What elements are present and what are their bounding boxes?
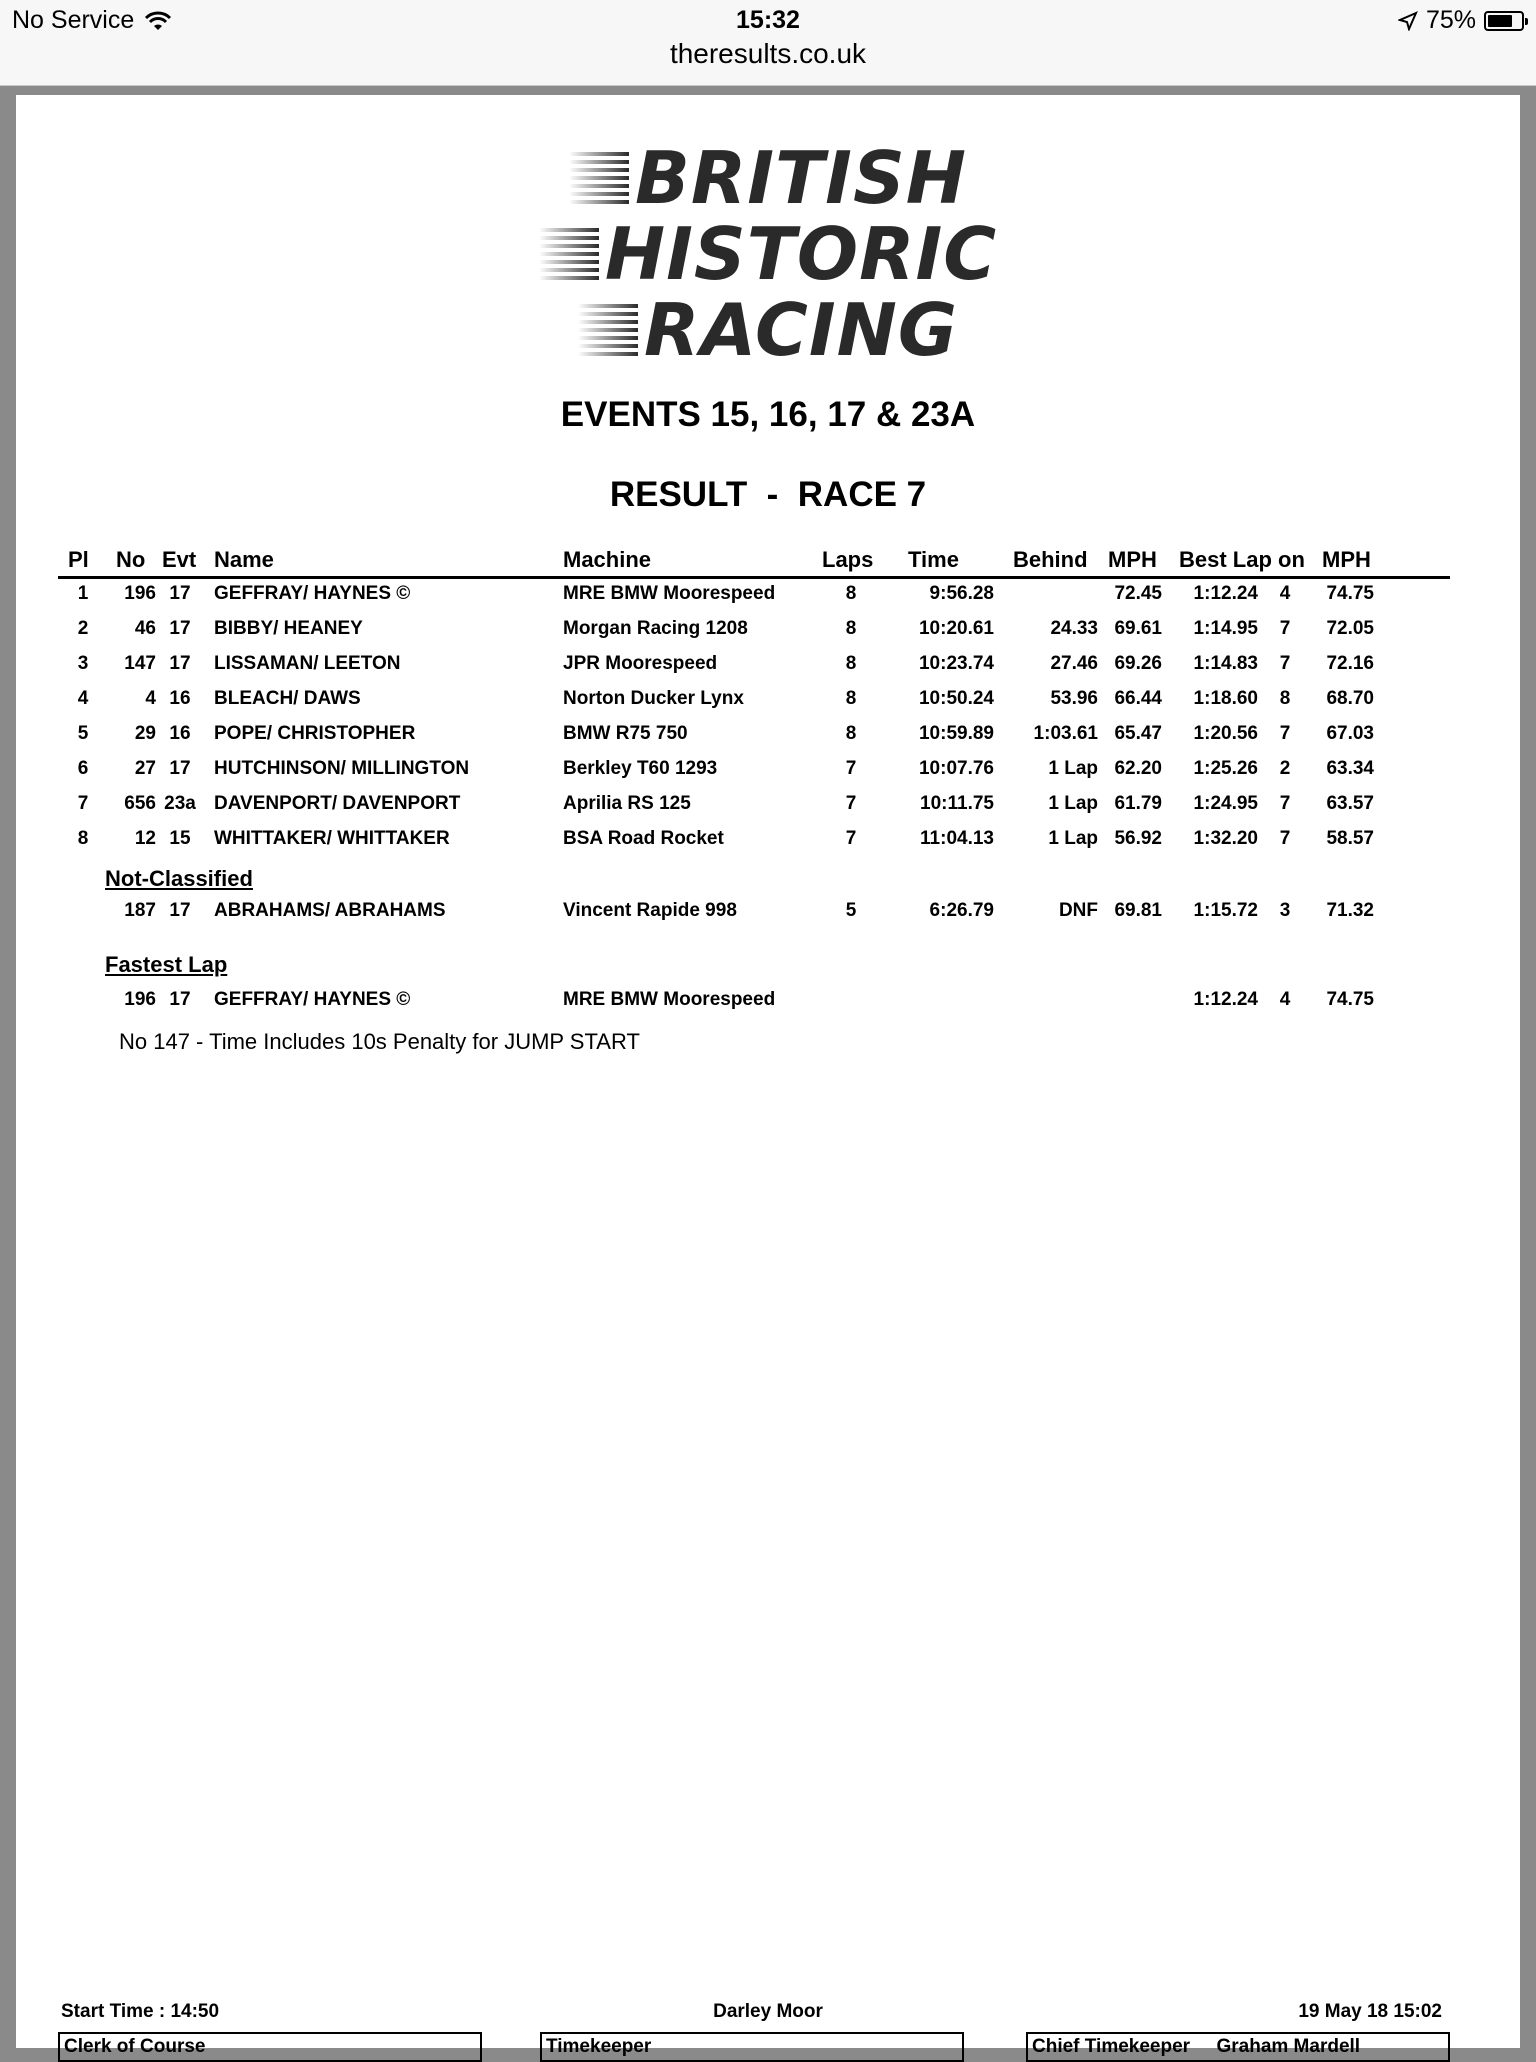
cell-behind: 24.33 xyxy=(1050,618,1098,639)
cell-best-lap: 1:14.95 xyxy=(1193,618,1258,639)
clerk-of-course-box: Clerk of Course xyxy=(58,2032,482,2062)
cell-mph: 56.92 xyxy=(1114,828,1162,849)
cell-mph: 69.26 xyxy=(1114,653,1162,674)
penalty-note: No 147 - Time Includes 10s Penalty for JUMP START xyxy=(119,1029,640,1054)
cell-mph: 72.45 xyxy=(1114,583,1162,604)
cell-no: 4 xyxy=(145,688,156,709)
cell-no: 187 xyxy=(124,900,156,921)
location-arrow-icon xyxy=(1398,11,1418,31)
cell-name: BIBBY/ HEANEY xyxy=(214,618,363,639)
result-title: RESULT - RACE 7 xyxy=(609,475,927,514)
cell-behind: DNF xyxy=(1058,900,1098,921)
cell-machine: BSA Road Rocket xyxy=(563,828,724,849)
cell-laps: 8 xyxy=(845,688,857,709)
cell-machine: JPR Moorespeed xyxy=(563,653,718,674)
cell-evt: 17 xyxy=(169,653,191,674)
cell-best-lap: 1:20.56 xyxy=(1193,723,1258,744)
fastest-lap-heading: Fastest Lap xyxy=(105,952,228,977)
cell-best-mph: 58.57 xyxy=(1326,828,1374,849)
cell-best-mph: 72.16 xyxy=(1326,653,1374,674)
cell-laps: 8 xyxy=(845,583,857,604)
cell-time: 10:23.74 xyxy=(918,653,994,674)
col-laps: Laps xyxy=(822,547,874,572)
cell-mph: 65.47 xyxy=(1114,723,1162,744)
cell-pl: 6 xyxy=(77,758,89,779)
battery-percent: 75% xyxy=(1425,6,1476,34)
cell-best-mph: 74.75 xyxy=(1326,583,1374,604)
cell-name: HUTCHINSON/ MILLINGTON xyxy=(214,758,470,779)
cell-evt: 16 xyxy=(169,723,191,744)
cell-mph: 61.79 xyxy=(1114,793,1162,814)
cell-mph: 66.44 xyxy=(1114,688,1162,709)
cell-on: 7 xyxy=(1279,653,1291,674)
cell-pl: 1 xyxy=(77,583,89,604)
cell-on: 7 xyxy=(1279,793,1291,814)
cell-laps: 7 xyxy=(845,828,857,849)
cell-no: 196 xyxy=(124,583,156,604)
cell-no: 12 xyxy=(134,828,156,849)
carrier-label: No Service xyxy=(12,6,135,34)
cell-name: POPE/ CHRISTOPHER xyxy=(214,723,416,744)
cell-name: LISSAMAN/ LEETON xyxy=(214,653,401,674)
signature-boxes xyxy=(58,2032,1450,2062)
cell-on: 7 xyxy=(1279,828,1291,849)
cell-best-mph: 63.34 xyxy=(1326,758,1374,779)
browser-status-bar xyxy=(0,0,1536,86)
cell-name: DAVENPORT/ DAVENPORT xyxy=(214,793,461,814)
cell-name: BLEACH/ DAWS xyxy=(214,688,361,709)
cell-best-lap: 1:14.83 xyxy=(1193,653,1258,674)
cell-best-mph: 63.57 xyxy=(1326,793,1374,814)
cell-no: 196 xyxy=(124,989,156,1010)
cell-evt: 17 xyxy=(169,989,191,1010)
cell-time: 10:07.76 xyxy=(918,758,994,779)
cell-machine: Aprilia RS 125 xyxy=(563,793,691,814)
cell-no: 656 xyxy=(124,793,156,814)
cell-laps: 7 xyxy=(845,793,857,814)
col-best-lap: Best Lap xyxy=(1179,547,1272,572)
cell-evt: 17 xyxy=(169,900,191,921)
cell-time: 6:26.79 xyxy=(929,900,994,921)
cell-mph: 69.61 xyxy=(1114,618,1162,639)
not-classified-heading: Not-Classified xyxy=(105,866,253,891)
battery-status xyxy=(1398,6,1524,35)
col-name: Name xyxy=(214,547,274,572)
cell-best-mph: 71.32 xyxy=(1326,900,1374,921)
cell-pl: 5 xyxy=(77,723,89,744)
cell-machine: Vincent Rapide 998 xyxy=(563,900,737,921)
cell-pl: 4 xyxy=(77,688,89,709)
cell-no: 46 xyxy=(134,618,156,639)
cell-mph: 69.81 xyxy=(1114,900,1162,921)
timekeeper-box: Timekeeper xyxy=(540,2032,964,2062)
cell-name: GEFFRAY/ HAYNES © xyxy=(214,989,411,1010)
col-evt: Evt xyxy=(162,547,197,572)
cell-best-lap: 1:24.95 xyxy=(1193,793,1258,814)
cell-best-lap: 1:12.24 xyxy=(1193,989,1258,1010)
cell-no: 147 xyxy=(124,653,156,674)
cell-laps: 8 xyxy=(845,723,857,744)
cell-behind: 1 Lap xyxy=(1048,793,1098,814)
cell-behind: 1 Lap xyxy=(1048,828,1098,849)
cell-on: 7 xyxy=(1279,618,1291,639)
cell-evt: 16 xyxy=(169,688,191,709)
cell-machine: Norton Ducker Lynx xyxy=(563,688,744,709)
cell-evt: 17 xyxy=(169,618,191,639)
cell-evt: 23a xyxy=(164,793,196,814)
chief-timekeeper-box: Chief Timekeeper Graham Mardell xyxy=(1026,2032,1450,2062)
cell-behind: 1 Lap xyxy=(1048,758,1098,779)
cell-best-lap: 1:32.20 xyxy=(1193,828,1258,849)
cell-no: 27 xyxy=(134,758,156,779)
header-rule xyxy=(58,576,1450,579)
cell-time: 10:20.61 xyxy=(918,618,994,639)
cell-laps: 5 xyxy=(845,900,857,921)
cell-name: GEFFRAY/ HAYNES © xyxy=(214,583,411,604)
cell-no: 29 xyxy=(134,723,156,744)
cell-best-mph: 67.03 xyxy=(1326,723,1374,744)
col-pl: Pl xyxy=(68,547,89,572)
cell-name: WHITTAKER/ WHITTAKER xyxy=(214,828,450,849)
cell-machine: MRE BMW Moorespeed xyxy=(563,989,776,1010)
cell-best-mph: 68.70 xyxy=(1326,688,1374,709)
col-behind: Behind xyxy=(1013,547,1088,572)
cell-on: 4 xyxy=(1279,989,1291,1010)
start-time: Start Time : 14:50 xyxy=(61,2001,220,2022)
cell-on: 2 xyxy=(1279,758,1291,779)
cell-evt: 17 xyxy=(169,758,191,779)
cell-on: 3 xyxy=(1279,900,1291,921)
cell-pl: 2 xyxy=(77,618,89,639)
cell-time: 10:11.75 xyxy=(920,793,994,814)
cell-best-lap: 1:12.24 xyxy=(1193,583,1258,604)
cell-on: 7 xyxy=(1279,723,1291,744)
col-time: Time xyxy=(908,547,959,572)
events-title: EVENTS 15, 16, 17 & 23A xyxy=(560,395,976,434)
british-historic-racing-logo: BRITISH HISTORIC RACING xyxy=(16,140,1520,368)
report-date: 19 May 18 15:02 xyxy=(1298,2001,1442,2022)
cell-on: 4 xyxy=(1279,583,1291,604)
battery-icon xyxy=(1484,11,1524,31)
cell-laps: 7 xyxy=(845,758,857,779)
cell-evt: 17 xyxy=(169,583,191,604)
col-no: No xyxy=(116,547,146,572)
cell-evt: 15 xyxy=(169,828,191,849)
cell-behind: 27.46 xyxy=(1050,653,1098,674)
cell-best-lap: 1:25.26 xyxy=(1193,758,1258,779)
cell-laps: 8 xyxy=(845,618,857,639)
venue: Darley Moor xyxy=(713,2001,823,2022)
col-machine: Machine xyxy=(563,547,652,572)
clock: 15:32 xyxy=(736,6,800,34)
cell-machine: Morgan Racing 1208 xyxy=(563,618,748,639)
cell-machine: Berkley T60 1293 xyxy=(563,758,718,779)
cell-behind: 53.96 xyxy=(1050,688,1098,709)
cell-time: 11:04.13 xyxy=(920,828,994,849)
cell-pl: 7 xyxy=(77,793,89,814)
cell-best-mph: 74.75 xyxy=(1326,989,1374,1010)
col-mph: MPH xyxy=(1108,547,1157,572)
col-on: on xyxy=(1278,547,1305,572)
cell-time: 10:50.24 xyxy=(918,688,994,709)
cell-mph: 62.20 xyxy=(1114,758,1162,779)
col-mph2: MPH xyxy=(1322,547,1371,572)
cell-best-lap: 1:18.60 xyxy=(1193,688,1258,709)
cell-time: 9:56.28 xyxy=(929,583,994,604)
cell-name: ABRAHAMS/ ABRAHAMS xyxy=(214,900,446,921)
cell-on: 8 xyxy=(1279,688,1291,709)
cell-pl: 3 xyxy=(77,653,89,674)
cell-behind: 1:03.61 xyxy=(1033,723,1098,744)
cell-time: 10:59.89 xyxy=(918,723,994,744)
address-bar[interactable]: theresults.co.uk xyxy=(669,38,867,69)
cell-best-mph: 72.05 xyxy=(1326,618,1374,639)
cell-best-lap: 1:15.72 xyxy=(1193,900,1258,921)
cell-pl: 8 xyxy=(77,828,89,849)
results-document xyxy=(16,95,1520,2057)
cell-laps: 8 xyxy=(845,653,857,674)
cell-machine: BMW R75 750 xyxy=(563,723,688,744)
cell-machine: MRE BMW Moorespeed xyxy=(563,583,776,604)
